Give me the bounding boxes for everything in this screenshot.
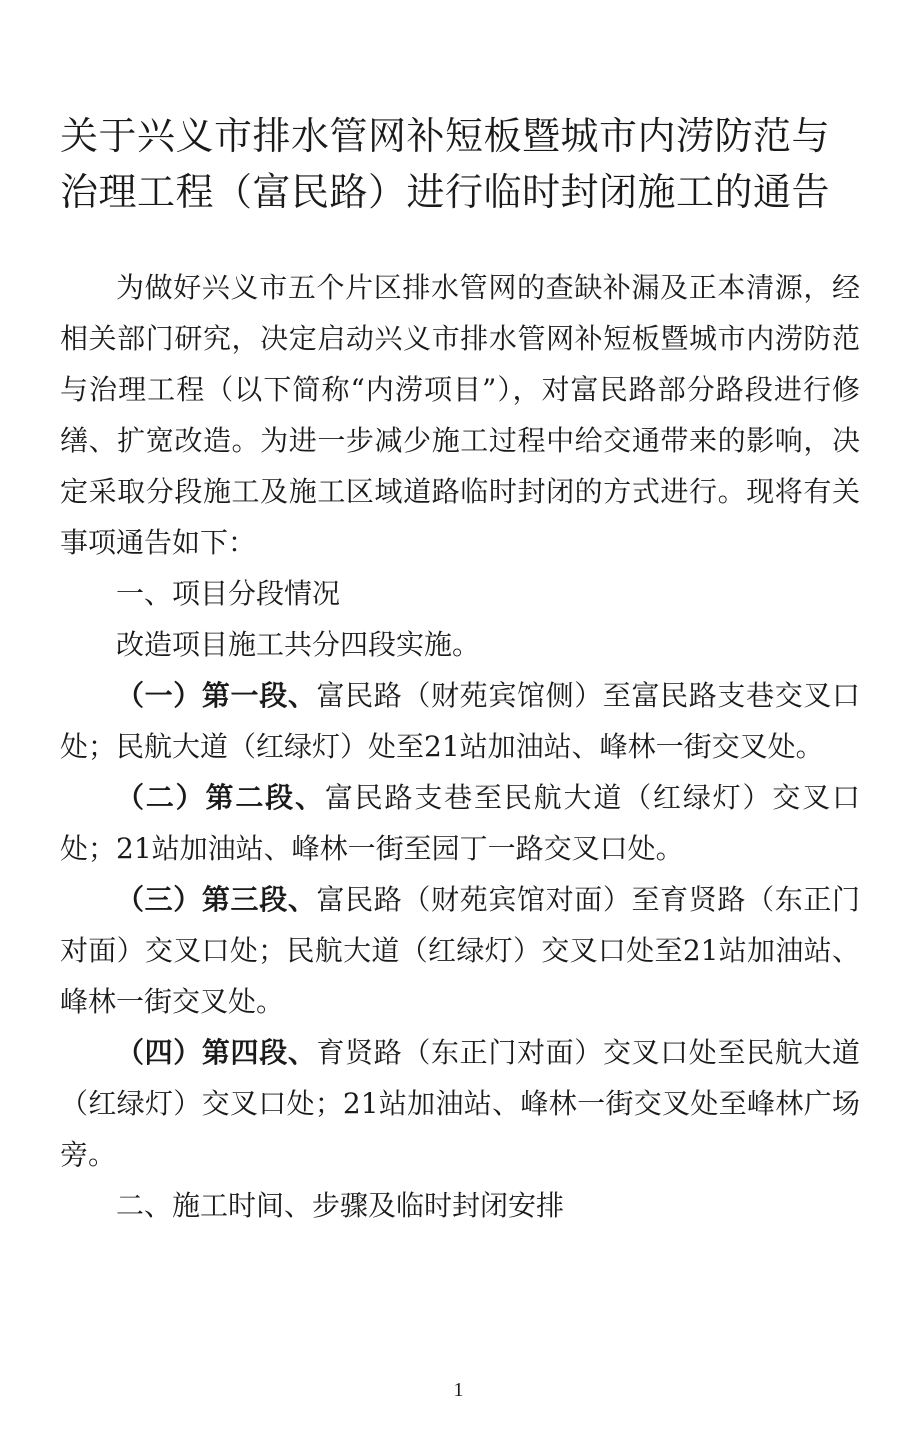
section-1-intro: 改造项目施工共分四段实施。 (116, 628, 481, 661)
segment-text: 富民路支巷至民航大道（红绿灯）交叉口处；21站加油站、峰林一街至园丁一路交叉口处。 (60, 781, 860, 865)
segment-paragraph (60, 772, 860, 874)
segment-paragraph (60, 670, 860, 772)
segment-lead: （四）第四段、 (116, 1036, 317, 1069)
document-body (60, 262, 860, 1231)
segment-paragraph (60, 874, 860, 1027)
document-title: 关于兴义市排水管网补短板暨城市内涝防范与治理工程（富民路）进行临时封闭施工的通告 (60, 114, 831, 214)
section-heading-1: 一、项目分段情况 (116, 577, 341, 610)
segment-text: 富民路（财苑宾馆侧）至富民路支巷交叉口处；民航大道（红绿灯）处至21站加油站、峰林一街交叉处。 (60, 679, 860, 763)
segment-paragraph (60, 1027, 860, 1180)
segment-lead: （二）第二段、 (116, 781, 325, 814)
segment-lead: （三）第三段、 (116, 883, 317, 916)
segment-text: 富民路（财苑宾馆对面）至育贤路（东正门对面）交叉口处；民航大道（红绿灯）交叉口处至21站加油站、峰林一街交叉处。 (60, 883, 860, 1018)
page-number: 1 (453, 1379, 464, 1401)
segment-text: 育贤路（东正门对面）交叉口处至民航大道（红绿灯）交叉口处；21站加油站、峰林一街交叉处至峰林广场旁。 (60, 1036, 860, 1171)
intro-paragraph: 为做好兴义市五个片区排水管网的查缺补漏及正本清源，经相关部门研究，决定启动兴义市排水管网补短板暨城市内涝防范与治理工程（以下简称“内涝项目”），对富民路部分路段进行修缮、扩宽改造。为进一步减少施工过程中给交通带来的影响，决定采取分段施工及施工区域道路临时封闭的方式进行。现将有关事项通告如下： (60, 271, 860, 559)
section-heading-2: 二、施工时间、步骤及临时封闭安排 (116, 1189, 565, 1222)
segment-lead: （一）第一段、 (116, 679, 317, 712)
